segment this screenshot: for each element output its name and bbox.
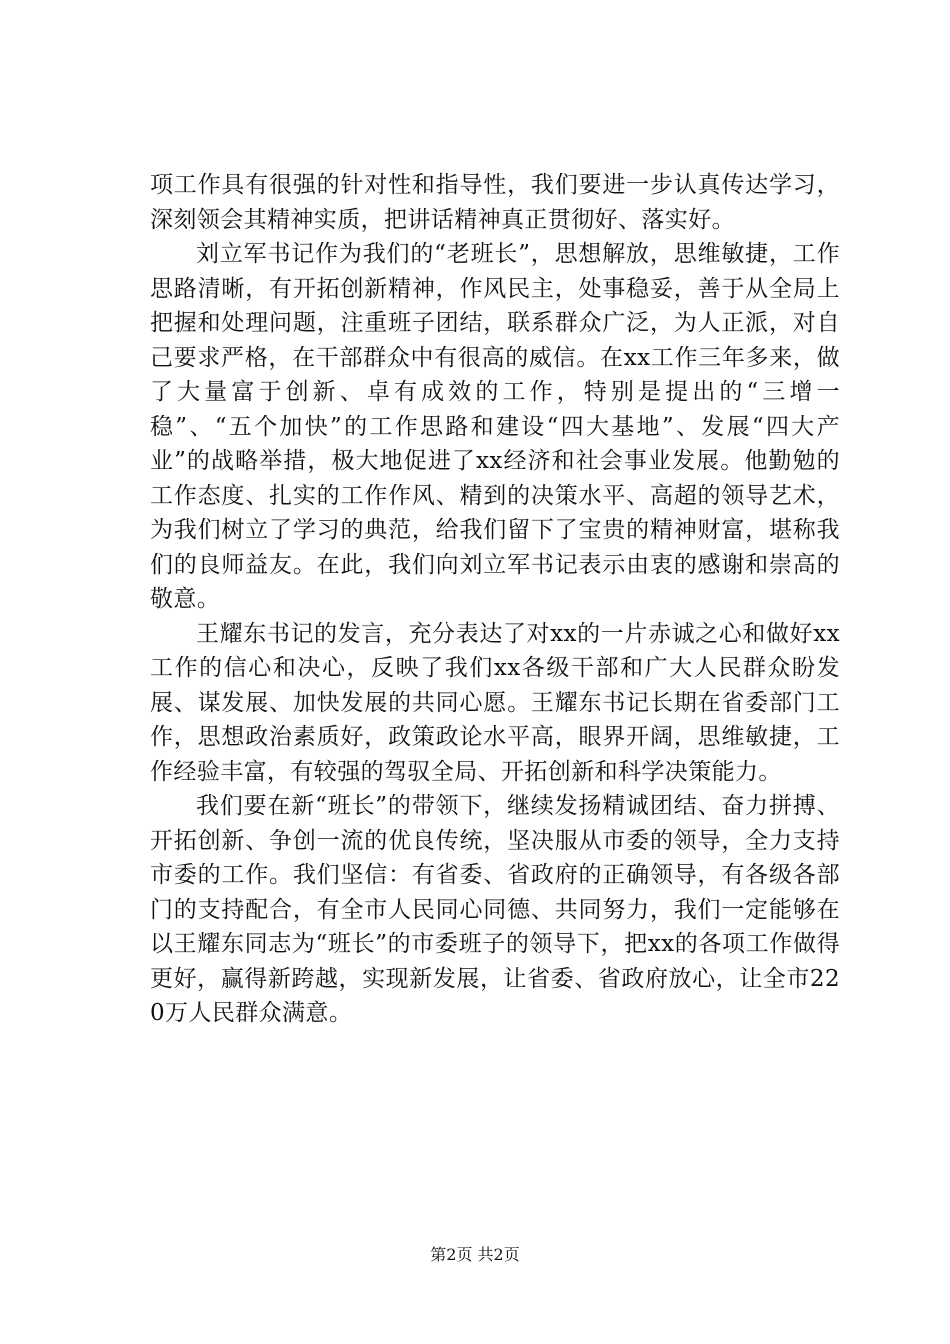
- paragraph-liu-lijun: 刘立军书记作为我们的“老班长”，思想解放，思维敏捷，工作思路清晰，有开拓创新精神，作风民主，处事稳妥，善于从全局上把握和处理问题，注重班子团结，联系群众广泛，为人正派，对自己要求严格，在干部群众中有很高的威信。在xx工作三年多来，做了大量富于创新、卓有成效的工作，特别是提出的“三增一稳”、“五个加快”的工作思路和建设“四大基地”、发展“四大产业”的战略举措，极大地促进了xx经济和社会事业发展。他勤勉的工作态度、扎实的工作作风、精到的决策水平、高超的领导艺术，为我们树立了学习的典范，给我们留下了宝贵的精神财富，堪称我们的良师益友。在此，我们向刘立军书记表示由衷的感谢和崇高的敬意。: [150, 241, 840, 612]
- document-body: [150, 168, 840, 1031]
- page-footer: 第2页 共2页: [430, 1245, 520, 1264]
- paragraph-conclusion: 我们要在新“班长”的带领下，继续发扬精诚团结、奋力拼搏、开拓创新、争创一流的优良传统，坚决服从市委的领导，全力支持市委的工作。我们坚信：有省委、省政府的正确领导，有各级各部门的支持配合，有全市人民同心同德、共同努力，我们一定能够在以王耀东同志为“班长”的市委班子的领导下，把xx的各项工作做得更好，赢得新跨越，实现新发展，让省委、省政府放心，让全市220万人民群众满意。: [150, 793, 840, 1026]
- paragraph-continuation: 项工作具有很强的针对性和指导性，我们要进一步认真传达学习，深刻领会其精神实质，把讲话精神真正贯彻好、落实好。: [150, 172, 840, 233]
- paragraph-wang-yaodong: 王耀东书记的发言，充分表达了对xx的一片赤诚之心和做好xx工作的信心和决心，反映了我们xx各级干部和广大人民群众盼发展、谋发展、加快发展的共同心愿。王耀东书记长期在省委部门工作，思想政治素质好，政策政论水平高，眼界开阔，思维敏捷，工作经验丰富，有较强的驾驭全局、开拓创新和科学决策能力。: [150, 620, 840, 785]
